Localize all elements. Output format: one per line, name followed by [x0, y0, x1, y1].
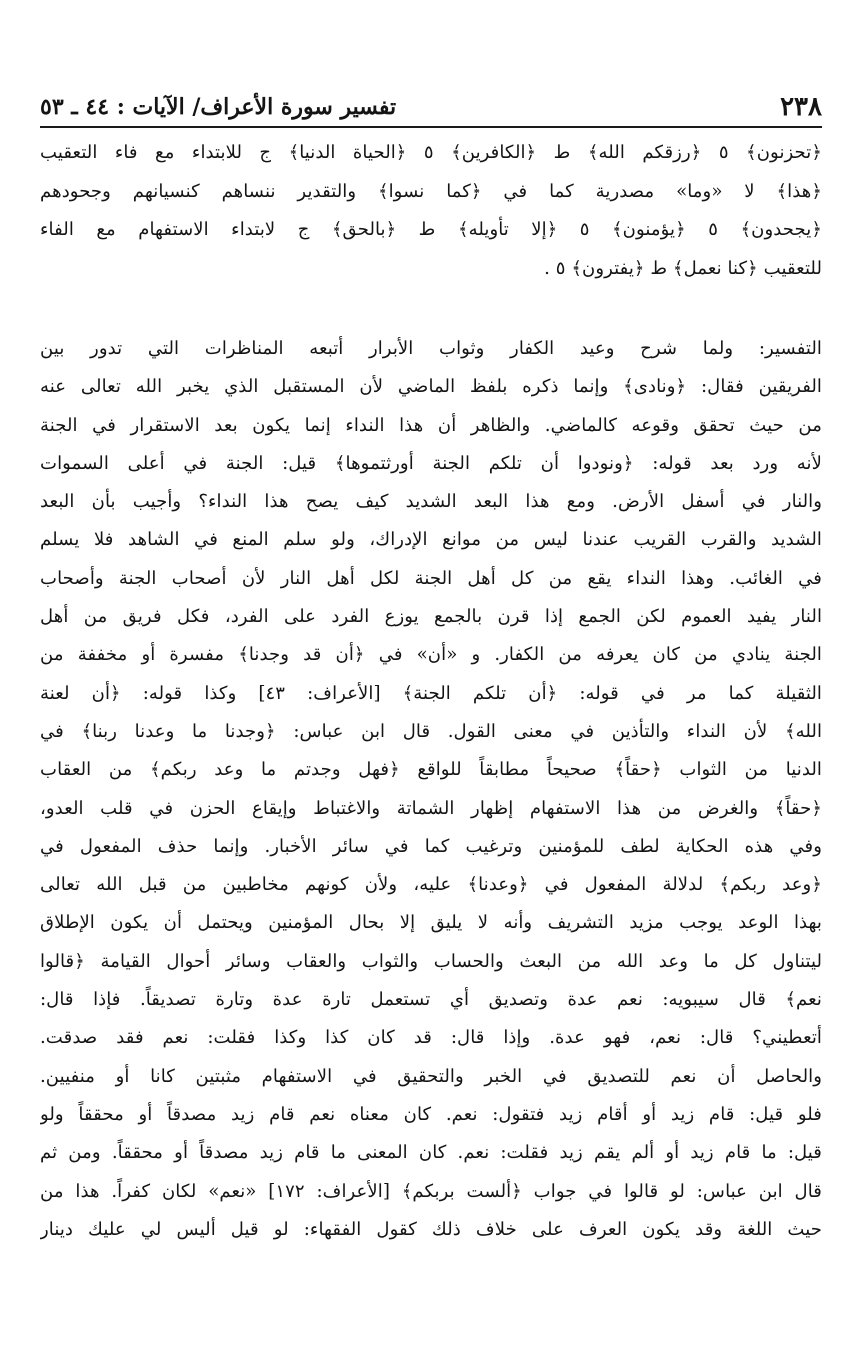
tafsir-line: فلو قيل: قام زيد أو أقام زيد فتقول: نعم. كان معناه نعم قام زيد مصدقاً أو محققاً ولو: [40, 1103, 822, 1125]
tafsir-section: [40, 330, 822, 1249]
pause-marks-section: [40, 134, 822, 288]
running-title: تفسير سورة الأعراف/ الآيات : ٤٤ ـ ٥٣: [40, 94, 397, 120]
tafsir-line: حيث اللغة وقد يكون العرف على خلاف ذلك كقول الفقهاء: لو قيل أليس لي عليك دينار: [40, 1218, 822, 1240]
tafsir-line: الفريقين فقال: ﴿ونادى﴾ وإنما ذكره بلفظ الماضي لأن المستقبل الذي يخبر الله تعالى عنه: [40, 376, 822, 398]
tafsir-line: في الغائب. وهذا النداء يقع من كل أهل الجنة لكل أهل النار لأن أصحاب الجنة وأصحاب: [40, 567, 822, 589]
page-header: [40, 86, 822, 128]
tafsir-line: قيل: ما قام زيد أو ألم يقم زيد فقلت: نعم. كان المعنى ما قام زيد مصدقاً أو محققاً. ومن ثم: [40, 1142, 822, 1164]
tafsir-line: الثقيلة كما مر في قوله: ﴿أن تلكم الجنة﴾ [الأعراف: ٤٣] وكذا قوله: ﴿أن لعنة: [40, 682, 822, 704]
tafsir-line: والحاصل أن نعم للتصديق في الخبر والتحقيق في الاستفهام مثبتين كانا أو منفيين.: [40, 1065, 822, 1087]
tafsir-line: لأنه ورد بعد قوله: ﴿ونودوا أن تلكم الجنة أورثتموها﴾ قيل: الجنة في أعلى السموات: [40, 452, 822, 474]
tafsir-line: بهذا الوعد يوجب مزيد التشريف وأنه لا يليق إلا بحال المؤمنين ويحتمل أن يكون الإطلاق: [40, 912, 822, 934]
pause-marks-line: للتعقيب ﴿كنا نعمل﴾ ط ﴿يفترون﴾ ٥ .: [544, 257, 822, 279]
tafsir-line: التفسير: ولما شرح وعيد الكفار وثواب الأبرار أتبعه المناظرات التي تدور بين: [40, 338, 822, 359]
tafsir-line: وفي هذه الحكاية لطف للمؤمنين وترغيب كما في سائر الأخبار. وإنما حذف المفعول في: [40, 835, 822, 857]
page-number: ٢٣٨: [780, 92, 822, 122]
tafsir-line: الجنة ينادي من كان يعرفه من الكفار. و «أن» في ﴿أن قد وجدنا﴾ مفسرة أو مخففة من: [40, 644, 822, 666]
pause-marks-line: ﴿هذا﴾ لا «وما» مصدرية كما في ﴿كما نسوا﴾ والتقدير ننساهم كنسيانهم وجحودهم: [40, 180, 822, 202]
tafsir-line: نعم﴾ قال سيبويه: نعم عدة وتصديق أي تستعمل تارة عدة وتارة تصديقاً. فإذا قال:: [40, 989, 822, 1011]
tafsir-line: أتعطيني؟ قال: نعم، فهو عدة. وإذا قال: قد كان كذا وكذا فقلت: نعم فقد صدقت.: [40, 1027, 822, 1049]
tafsir-line: ﴿وعد ربكم﴾ لدلالة المفعول في ﴿وعدنا﴾ عليه، ولأن كونهم مخاطبين من قبل الله تعالى: [40, 874, 822, 896]
tafsir-line: النار يفيد العموم لكن الجمع إذا قرن بالجمع يوزع الفرد على الفرد، فكل فريق من أهل: [40, 606, 822, 628]
tafsir-line: الله﴾ لأن النداء والتأذين في معنى القول. قال ابن عباس: ﴿وجدنا ما وعدنا ربنا﴾ في: [40, 720, 822, 742]
tafsir-line: قال ابن عباس: لو قالوا في جواب ﴿ألست بربكم﴾ [الأعراف: ١٧٢] «نعم» لكان كفراً. هذا من: [40, 1180, 822, 1202]
pause-marks-line: ﴿يجحدون﴾ ٥ ﴿يؤمنون﴾ ٥ ﴿إلا تأويله﴾ ط ﴿بالحق﴾ ج لابتداء الاستفهام مع الفاء: [40, 219, 822, 241]
pause-marks-line: ﴿تحزنون﴾ ٥ ﴿رزقكم الله﴾ ط ﴿الكافرين﴾ ٥ ﴿الحياة الدنيا﴾ ج للابتداء مع فاء التعقيب: [40, 142, 822, 163]
tafsir-line: الشديد والقرب القريب عندنا ليس من موانع الإدراك، ولو سلم المنع في الشاهد فلا يسلم: [40, 529, 822, 551]
tafsir-line: من حيث تحقق وقوعه كالماضي. والظاهر أن هذا النداء إنما يكون بعد الاستقرار في الجنة: [40, 414, 822, 436]
tafsir-line: الدنيا من الثواب ﴿حقاً﴾ صحيحاً مطابقاً للواقع ﴿فهل وجدتم ما وعد ربكم﴾ من العقاب: [40, 759, 822, 781]
tafsir-line: والنار في أسفل الأرض. ومع هذا البعد الشديد كيف يصح هذا النداء؟ وأجيب بأن البعد: [40, 491, 822, 513]
tafsir-line: ﴿حقاً﴾ والغرض من هذا الاستفهام إظهار الشماتة والاغتباط وإيقاع الحزن في قلب العدو،: [40, 797, 822, 819]
tafsir-line: ليتناول كل ما وعد الله من البعث والحساب والثواب والعقاب وسائر أحوال القيامة ﴿قالوا: [40, 950, 822, 972]
